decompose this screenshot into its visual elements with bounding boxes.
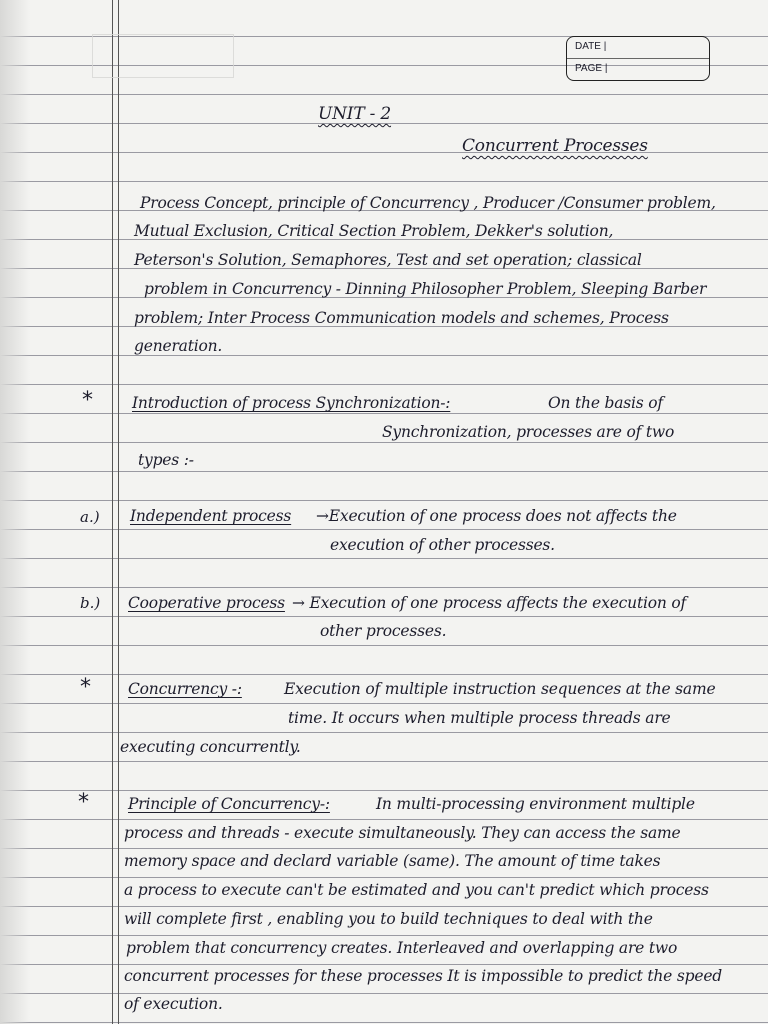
faint-bleedthrough <box>92 34 234 78</box>
principle-text: In multi-processing environment multiple <box>376 795 695 813</box>
intro-text: On the basis of <box>548 394 663 412</box>
date-label: DATE | <box>575 41 607 52</box>
asterisk-marker: * <box>82 388 93 413</box>
item-marker-b: b.) <box>80 594 101 612</box>
margin-line-right <box>118 0 119 1024</box>
type-b-text: → Execution of one process affects the execution of <box>292 594 687 612</box>
cooperative-process-heading: Cooperative process <box>128 594 285 612</box>
intro-heading: Introduction of process Synchronization-: <box>132 394 451 412</box>
syllabus-line: Process Concept, principle of Concurrency , Producer /Consumer problem, <box>140 194 716 212</box>
concurrency-heading: Concurrency -: <box>128 680 242 698</box>
date-box-divider <box>567 58 709 59</box>
unit-title: UNIT - 2 <box>318 104 392 124</box>
principle-text: a process to execute can't be estimated and you can't predict which process <box>124 881 709 899</box>
topic-title: Concurrent Processes <box>462 136 648 156</box>
principle-text: problem that concurrency creates. Interleaved and overlapping are two <box>126 939 678 957</box>
concurrency-text: time. It occurs when multiple process threads are <box>288 709 671 727</box>
principle-text: memory space and declard variable (same). The amount of time takes <box>124 852 661 870</box>
syllabus-line: Mutual Exclusion, Critical Section Problem, Dekker's solution, <box>134 222 614 240</box>
date-page-box <box>566 36 710 81</box>
binding-shadow <box>0 0 30 1024</box>
type-b-text: other processes. <box>320 622 447 640</box>
syllabus-line: problem in Concurrency - Dinning Philosopher Problem, Sleeping Barber <box>144 280 707 298</box>
principle-text: process and threads - execute simultaneously. They can access the same <box>124 824 681 842</box>
type-a-text: execution of other processes. <box>330 536 555 554</box>
intro-text: Synchronization, processes are of two <box>382 423 675 441</box>
principle-heading: Principle of Concurrency-: <box>128 795 330 813</box>
page-label: PAGE | <box>575 63 608 74</box>
syllabus-line: problem; Inter Process Communication models and schemes, Process <box>134 309 669 327</box>
asterisk-marker: * <box>78 790 89 815</box>
type-a-text: →Execution of one process does not affects the <box>316 507 677 525</box>
syllabus-line: generation. <box>134 337 223 355</box>
asterisk-marker: * <box>80 675 91 700</box>
syllabus-line: Peterson's Solution, Semaphores, Test and set operation; classical <box>134 251 642 269</box>
principle-text: concurrent processes for these processes It is impossible to predict the speed <box>124 967 723 985</box>
independent-process-heading: Independent process <box>130 507 292 525</box>
intro-text: types :- <box>138 451 194 469</box>
principle-text: of execution. <box>124 995 223 1013</box>
item-marker-a: a.) <box>80 508 100 526</box>
concurrency-text: executing concurrently. <box>120 738 301 756</box>
margin-line-left <box>112 0 113 1024</box>
principle-text: will complete first , enabling you to build techniques to deal with the <box>124 910 653 928</box>
concurrency-text: Execution of multiple instruction sequences at the same <box>284 680 716 698</box>
